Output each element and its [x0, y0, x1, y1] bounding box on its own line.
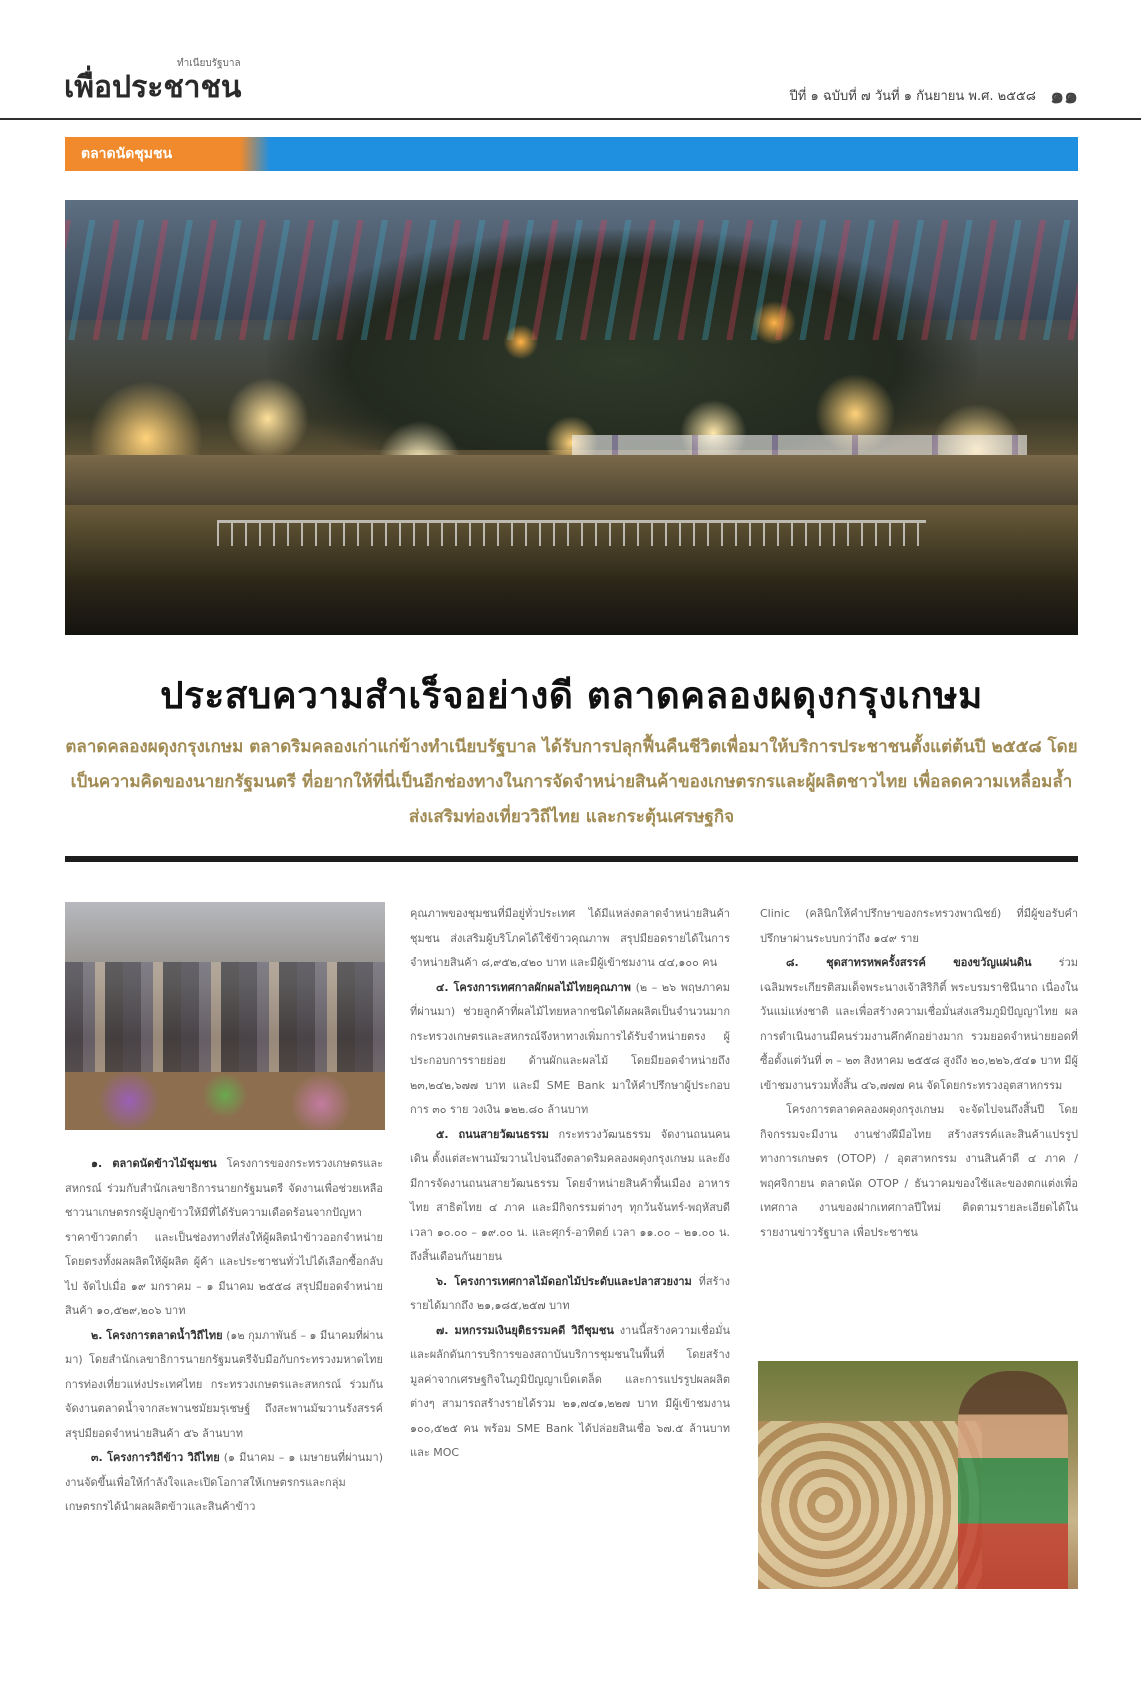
article-headline: ประสบความสำเร็จอย่างดี ตลาดคลองผดุงกรุงเกษม	[160, 673, 983, 717]
issue-date: ปีที่ ๑ ฉบับที่ ๗ วันที่ ๑ กันยายน พ.ศ. ๒๕๕๘	[789, 89, 1036, 104]
page-number: ๑๑	[1050, 84, 1078, 109]
paragraph	[65, 1446, 383, 1520]
lead-rule	[65, 856, 1078, 862]
issue-info	[790, 78, 1078, 113]
paragraph-body: กระทรวงวัฒนธรรม จัดงานถนนคนเดิน ตั้งแต่สะพานมัฆวานไปจนถึงตลาดริมคลองผดุงกรุงเกษม และยังมีการจัดงานถนนสายวัฒนธรรม โดยจำหน่ายสินค้าพื้นเมือง อาหารไทย สาธิตไทย ๔ ภาค และมีกิจกรรมต่างๆ ทุกวันจันทร์-พฤหัสบดี เวลา ๑๐.๐๐ – ๑๙.๐๐ น. และศุกร์-อาทิตย์ เวลา ๑๑.๐๐ – ๒๑.๐๐ น. ถึงสิ้นเดือนกันยายน	[410, 1127, 730, 1263]
paragraph-body: โครงการตลาดคลองผดุงกรุงเกษม จะจัดไปจนถึงสิ้นปี โดยกิจกรรมจะมีงาน งานช่างฝีมือไทย สร้างสรรค์และสินค้าแปรรูปทางการเกษตร (OTOP) / อุตสาหกรรม งานสินค้าดี ๔ ภาค / พฤศจิกายน ตลาดนัด OTOP / ธันวาคมของใช้และของตกแต่งเพื่อเทศกาล งานของฝากเทศกาลปีใหม่ ติดตามรายละเอียดได้ในรายงานข่าวรัฐบาล เพื่อประชาชน	[760, 1103, 1078, 1239]
paragraph-heading: ๑. ตลาดนัดข้าวไม้ชุมชน	[91, 1157, 217, 1170]
paragraph-body: (๑๒ กุมภาพันธ์ – ๑ มีนาคมที่ผ่านมา) โดยสำนักเลขาธิการนายกรัฐมนตรีจับมือกับกระทรวงมหาดไทย การท่องเที่ยวแห่งประเทศไทย กระทรวงเกษตรและสหกรณ์ ร่วมกันจัดงานตลาดน้ำจากสะพานชมัยมรุเชษฐ์ ถึงสะพานมัฆวานรังสรรค์ สรุปมียอดจำหน่ายสินค้า ๕๖ ล้านบาท	[65, 1328, 383, 1440]
photo-baskets	[758, 1421, 982, 1589]
article-lead: ตลาดคลองผดุงกรุงเกษม ตลาดริมคลองเก่าแก่ข้างทำเนียบรัฐบาล ได้รับการปลุกฟื้นคืนชีวิตเพื่อมาให้บริการประชาชนตั้งแต่ต้นปี ๒๕๕๘ โดยเป็นความคิดของนายกรัฐมนตรี ที่อยากให้ที่นี่เป็นอีกช่องทางในการจัดจำหน่ายสินค้าของเกษตรกรและผู้ผลิตชาวไทย เพื่อลดความเหลื่อมล้ำ ส่งเสริมท่องเที่ยววิถีไทย และกระตุ้นเศรษฐกิจ	[65, 737, 1078, 827]
section-bar	[65, 137, 1078, 171]
paragraph	[410, 976, 730, 1123]
paragraph	[65, 1324, 383, 1447]
paragraph-heading: ๖. โครงการเทศกาลไม้ดอกไม้ประดับและปลาสวยงาม	[436, 1274, 692, 1288]
paragraph-body: งานนี้สร้างความเชื่อมั่นและผลักดันการบริการของสถาบันบริการชุมชนในพื้นที่ โดยสร้างมูลค่าจากเศรษฐกิจในภูมิปัญญาเบ็ดเตล็ด และการแปรรูปผลผลิตต่างๆ สามารถสร้างรายได้รวม ๒๑,๗๔๑,๒๒๗ บาท มีผู้เข้าชมงาน ๑๐๐,๕๒๕ คน พร้อม SME Bank ได้ปล่อยสินเชื่อ ๖๗.๕ ล้านบาท และ MOC	[410, 1323, 731, 1459]
paragraph	[760, 951, 1078, 1098]
article-column-3	[760, 902, 1078, 1245]
paragraph-body: ร่วมเฉลิมพระเกียรติสมเด็จพระนางเจ้าสิริกิติ์ พระบรมราชินีนาถ เนื่องในวันแม่แห่งชาติ และเพื่อสร้างความเชื่อมั่นส่งเสริมภูมิปัญญาไทย ผลการดำเนินงานมีคนร่วมงานคึกคักอย่างมาก รวมยอดจำหน่ายยอดที่ซื้อตั้งแต่วันที่ ๓ – ๒๓ สิงหาคม ๒๕๕๘ สูงถึง ๒๐,๒๒๖,๕๔๑ บาท มีผู้เข้าชมงานรวมทั้งสิ้น ๔๖,๗๗๗ คน จัดโดยกระทรวงอุตสาหกรรม	[760, 956, 1079, 1092]
paragraph	[410, 902, 730, 976]
article-column-2	[410, 902, 730, 1466]
section-tag: ตลาดนัดชุมชน	[65, 137, 240, 171]
paragraph	[760, 1098, 1078, 1245]
paragraph	[410, 1319, 730, 1466]
market-crowd-photo	[65, 902, 385, 1130]
paragraph	[410, 1270, 730, 1319]
paragraph-body: ที่สร้างรายได้มากถึง ๒๑,๑๘๕,๒๕๗ บาท	[410, 1274, 731, 1312]
hero-railing	[217, 520, 926, 546]
masthead	[62, 52, 1078, 110]
publication-title: เพื่อประชาชน	[64, 70, 242, 105]
paragraph	[410, 1123, 730, 1270]
photo-crowd	[65, 962, 385, 1072]
vendor-photo	[758, 1361, 1078, 1589]
paragraph	[65, 1152, 383, 1324]
paragraph-heading: ๘. ชุดสาทรหพครั้งสรรค์ ของขวัญแผ่นดิน	[786, 956, 1032, 969]
paragraph	[760, 902, 1078, 951]
paragraph-heading: ๗. มหกรรมเงินยุติธรรมคดี วิถีชุมชน	[436, 1323, 614, 1337]
hero-photo	[65, 200, 1078, 635]
header-rule	[0, 118, 1141, 120]
paragraph-body: โครงการของกระทรวงเกษตรและสหกรณ์ ร่วมกับสำนักเลขาธิการนายกรัฐมนตรี จัดงานเพื่อช่วยเหลือชาวนาเกษตรกรผู้ปลูกข้าวให้มีที่ได้รับความเดือดร้อนจากปัญหาราคาข้าวตกต่ำ และเป็นช่องทางที่ส่งให้ผู้ผลิตนำข้าวออกจำหน่ายโดยตรงทั้งผลผลิตให้ผู้ผลิต ผู้ค้า และประชาชนทั่วไปได้เลือกซื้อกลับไป จัดไปเมื่อ ๑๙ มกราคม – ๑ มีนาคม ๒๕๕๘ สรุปมียอดจำหน่ายสินค้า ๑๐,๕๒๙,๒๐๖ บาท	[65, 1157, 383, 1317]
publisher-label: ทำเนียบรัฐบาล	[177, 58, 241, 69]
paragraph-body: (๑ มีนาคม – ๑ เมษายนที่ผ่านมา) งานจัดขึ้นเพื่อให้กำลังใจและเปิดโอกาสให้เกษตรกรและกลุ่มเกษตรกรได้นำผลผลิตข้าวและสินค้าข้าว	[65, 1451, 383, 1513]
article-column-1	[65, 1152, 383, 1520]
paragraph-body: (๒ – ๒๖ พฤษภาคมที่ผ่านมา) ช่วยลูกค้าที่ผลไม้ไทยหลากชนิดได้ผลผลิตเป็นจำนวนมาก กระทรวงเกษตรและสหกรณ์จึงหาทางเพิ่มการได้รับจำหน่ายตรง ผู้ประกอบการรายย่อย ด้านผักและผลไม้ โดยมียอดจำหน่ายถึง ๒๓,๒๔๒,๖๗๗ บาท และมี SME Bank มาให้คำปรึกษาผู้ประกอบการ ๓๐ ราย วงเงิน ๑๒๒.๘๐ ล้านบาท	[410, 980, 730, 1116]
paragraph-heading: ๒. โครงการตลาดน้ำวิถีไทย	[91, 1328, 223, 1342]
photo-flowers	[65, 1072, 385, 1130]
paragraph-heading: ๕. ถนนสายวัฒนธรรม	[436, 1127, 549, 1141]
paragraph-heading: ๔. โครงการเทศกาลผักผลไม้ไทยคุณภาพ	[436, 980, 631, 994]
photo-vendor	[958, 1371, 1068, 1589]
paragraph-heading: ๓. โครงการวิถีข้าว วิถีไทย	[91, 1451, 220, 1464]
paragraph-body: Clinic (คลินิกให้คำปรึกษาของกระทรวงพาณิชย์) ที่มีผู้ขอรับคำปรึกษาผ่านระบบกว่าถึง ๑๔๙ ราย	[760, 907, 1078, 945]
paragraph-body: คุณภาพของชุมชนที่มีอยู่ทั่วประเทศ ได้มีแหล่งตลาดจำหน่ายสินค้าชุมชน ส่งเสริมผู้บริโภคได้ใช้ข้าวคุณภาพ สรุปมียอดรายได้ในการจำหน่ายสินค้า ๘,๙๕๒,๔๒๐ บาท และมีผู้เข้าชมงาน ๔๔,๑๐๐ คน	[410, 907, 730, 969]
